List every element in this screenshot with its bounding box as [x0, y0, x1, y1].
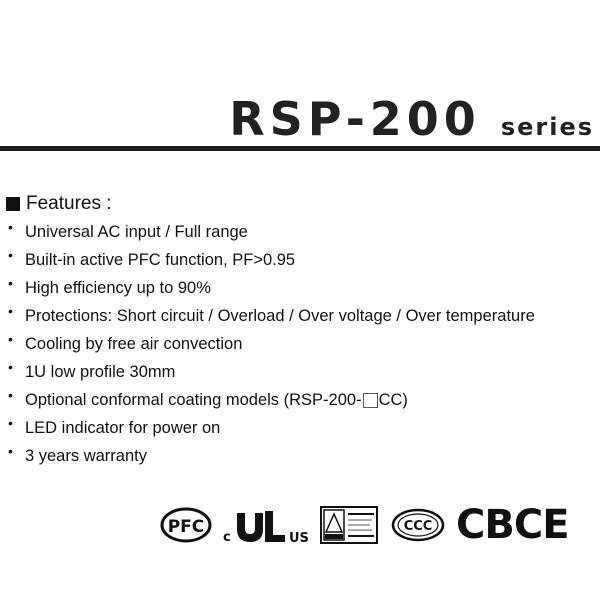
feature-item [8, 330, 535, 358]
feature-text-suffix: CC) [378, 391, 408, 409]
bullet-icon: • [8, 387, 13, 403]
bullet-icon: • [8, 247, 13, 263]
bullet-icon: • [8, 219, 13, 235]
feature-text: Universal AC input / Full range [25, 223, 248, 241]
series-label: series [500, 113, 594, 141]
feature-item [8, 358, 535, 386]
pfc-mark-icon [158, 507, 214, 543]
feature-text: Built-in active PFC function, PF>0.95 [25, 251, 296, 269]
blank-box-icon [363, 393, 378, 408]
bullet-icon: • [8, 303, 13, 319]
feature-item [8, 274, 535, 302]
feature-item [8, 218, 535, 246]
svg-text:c: c [223, 530, 231, 545]
feature-item [8, 386, 535, 414]
cb-ce-mark-icon: CBCE [456, 502, 569, 548]
feature-text: LED indicator for power on [25, 419, 221, 437]
features-heading-label: Features : [26, 193, 112, 214]
svg-text:CCC: CCC [403, 519, 433, 534]
feature-item [8, 246, 535, 274]
feature-item [8, 414, 535, 442]
certification-marks [158, 500, 569, 550]
feature-text: Cooling by free air convection [25, 335, 243, 353]
svg-text:PFC: PFC [167, 517, 205, 537]
bullet-icon: • [8, 415, 13, 431]
bullet-icon: • [8, 443, 13, 459]
features-heading [6, 193, 112, 215]
title-row [229, 92, 594, 146]
ccc-mark-icon [390, 508, 446, 542]
bullet-icon: • [8, 331, 13, 347]
bullet-icon: • [8, 359, 13, 375]
cul-us-mark-icon [222, 505, 314, 545]
feature-item [8, 302, 535, 330]
svg-text:US: US [289, 531, 309, 545]
square-bullet-icon [6, 197, 20, 211]
feature-item [8, 442, 535, 470]
feature-text: Protections: Short circuit / Overload / Over voltage / Over temperature [25, 307, 535, 325]
title-rule [0, 146, 600, 151]
feature-text: 1U low profile 30mm [25, 363, 176, 381]
tuv-mark-icon [318, 506, 380, 544]
feature-list [8, 218, 535, 470]
bullet-icon: • [8, 275, 13, 291]
feature-text: High efficiency up to 90% [25, 279, 211, 297]
feature-text: 3 years warranty [25, 447, 147, 465]
model-title: RSP-200 [229, 92, 481, 146]
feature-text: Optional conformal coating models (RSP-200- [25, 391, 362, 409]
